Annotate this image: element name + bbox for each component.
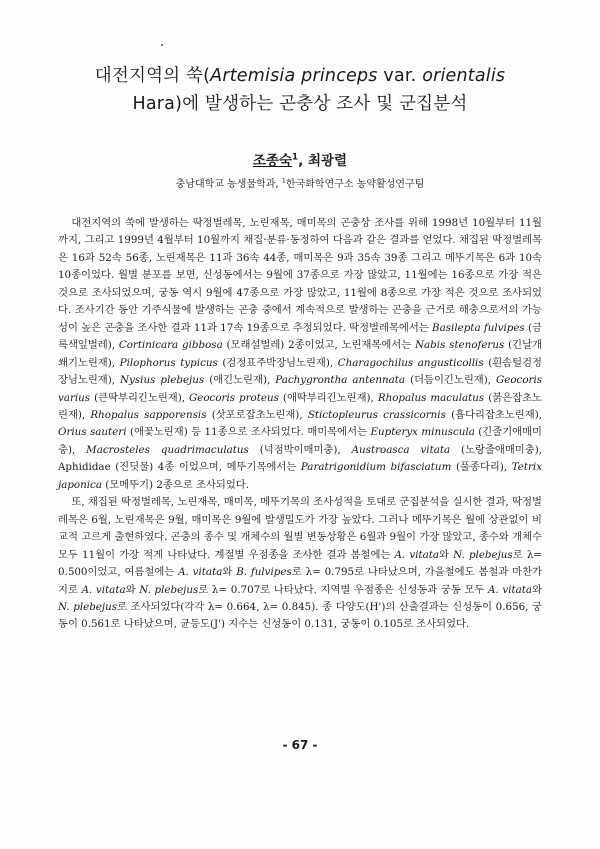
text-run: (긴줄기애매미충),	[58, 426, 542, 456]
text-run: (모래설벌레) 2종이었고, 노린재목에서는	[222, 339, 416, 352]
author-first: 조종숙	[252, 153, 293, 169]
species-name: Cortinicara gibbosa	[118, 339, 223, 352]
species-name: Tetrix japonica	[58, 461, 543, 491]
text-run: (애딱부리긴노린재),	[278, 391, 378, 404]
species-name: Geocoris varius	[58, 374, 543, 404]
text-run: 와	[532, 583, 543, 596]
species-name: Pachygrontha antennata	[275, 374, 406, 387]
species-name: Charagochilus angusticollis	[337, 356, 484, 369]
species-name: Paratrigonidium bifasciatum	[300, 461, 452, 474]
text-run: (넉점박이매미충),	[248, 443, 352, 456]
text-run: (붉은잡초노린재),	[58, 391, 542, 421]
text-run: 대전지역의 쑥에 발생하는 딱정벌레목, 노린재목, 매미목의 곤충상 조사를 위해 1998년 10월부터 11월까지, 그리고 1999년 4월부터 10월까지 채집·분류·동정하여 다음과 같은 결과를 얻었다. 채집된 딱정벌레목은 16과 52속 56종, 노린재목은 11과 36속 44종, 매미목은 9과 35속 39종 그리고 메뚜기목은 6과 10속 10종이었다. 월별 분포를 보면, 신성동에서는 9월에 37종으로 가장 많았고, 11월에는 16종으로 가장 적은 것으로 조사되었으며, 궁동 역시 9월에 47종으로 가장 많았고, 11월에 8종으로 가장 적은 것으로 조사되었다. 조사기간 동안 기주식물에 발생하는 곤충 중에서 계속적으로 발생하는 곤충을 근거로 해충으로서의 가능성이 높은 곤충을 조사한 결과 11과 17속 19종으로 추정되었다. 딱정벌레목에서는	[58, 217, 542, 334]
text-run: (더듬이긴노린재),	[405, 374, 497, 387]
text-run: 로 λ= 0.795로 나타났으며, 가을철에도 봄철과 마찬가지로	[58, 566, 542, 596]
abstract-paragraph-2	[58, 494, 542, 634]
affiliation-dept: 충남대학교 농생물학과,	[175, 179, 282, 190]
title-prefix: 대전지역의 쑥(	[94, 66, 211, 86]
text-run: (흡다리잡초노린재),	[445, 408, 542, 421]
species-name: Basilepta fulvipes	[432, 321, 525, 334]
title-var: var.	[377, 66, 423, 86]
title-line-2: Hara)에 발생하는 곤충상 조사 및 군집분석	[132, 94, 468, 114]
affiliation-institute: 한국화학연구소 농약활성연구팀	[285, 179, 425, 190]
species-name: B. fulvipes	[236, 566, 292, 579]
author-second: 최광렬	[307, 153, 348, 169]
text-run: (노랑줄애매미충), Aphididae (진딧물) 4종 이었으며, 메뚜기목에서는	[58, 443, 542, 474]
species-name: Macrosteles quadrimaculatus	[86, 443, 249, 456]
title-epithet: orientalis	[422, 66, 506, 86]
paper-title	[40, 62, 560, 118]
scan-speck	[161, 44, 163, 46]
text-run: (큰딱부리긴노린재),	[90, 391, 190, 404]
text-run: 와	[125, 583, 140, 596]
text-run: (흰솜털검정장님노린재),	[58, 356, 542, 387]
text-run: 로 λ= 0.500이었고, 여름철에는	[58, 548, 542, 579]
text-run: 와	[222, 566, 237, 579]
text-run: (검정표주박장님노린재),	[217, 356, 338, 369]
page-number: - 67 -	[282, 738, 318, 752]
abstract-paragraph-1	[58, 215, 542, 494]
text-run: 로 λ= 0.707로 나타났다. 지역별 우점종은 신성동과 궁동 모두	[198, 583, 489, 596]
text-run: (풀종다리),	[451, 461, 512, 474]
species-name: A. vitata	[178, 566, 223, 579]
text-run: (삿포로잡초노린재),	[206, 408, 308, 421]
text-run: (애꽃노린재) 등 11종으로 조사되었다. 매미목에서는	[126, 426, 371, 439]
affiliations	[0, 175, 600, 190]
title-line-1	[40, 62, 560, 90]
species-name: A. vitata	[394, 548, 440, 561]
species-name: Nabis stenoferus	[415, 339, 505, 352]
text-run: 또, 채집된 딱정벌레목, 노린재목, 매미목, 메뚜기목의 조사성적을 토대로 군집분석을 실시한 결과, 딱정벌레목은 6월, 노린재목은 9월, 매미목은 9월에 발생밀도가 가장 높았다. 그러나 메뚜기목은 월에 상관없이 비교적 고르게 출현하였다. 곤충의 종수 및 개체수의 월별 변동상황은 6월과 9월이 가장 많았고, 종수와 개체수 모두 11월이 가장 적게 나타났다. 계절별 우점종을 조사한 결과 봄철에는	[58, 496, 542, 561]
text-run: (모메뚜기) 2종으로 조사되었다.	[101, 478, 249, 491]
species-name: N. plebejus	[58, 600, 118, 613]
text-run: 와	[439, 548, 454, 561]
species-name: Nysius plebejus	[120, 374, 205, 387]
species-name: Geocoris proteus	[189, 391, 279, 404]
abstract-body	[58, 215, 542, 634]
species-name: Eupteryx minuscula	[370, 426, 475, 439]
species-name: Stictopleurus crassicornis	[307, 408, 446, 421]
species-name: A. vitata	[488, 583, 533, 596]
species-name: Rhopalus maculatus	[377, 391, 485, 404]
author-list	[0, 149, 600, 169]
text-run: 로 조사되었다(각각 λ= 0.664, λ= 0.845). 종 다양도(H')의 산출결과는 신성동이 0.656, 궁동이 0.561로 나타났으며, 균등도(J') 지수는 신성동이 0.131, 궁동이 0.105로 조사되었다.	[58, 600, 543, 631]
species-name: N. plebejus	[139, 583, 199, 596]
text-run: (애긴노린재),	[204, 374, 276, 387]
species-name: A. vitata	[81, 583, 126, 596]
affiliation-mark: 1	[281, 176, 286, 185]
text-run: (긴날개쐐기노린재),	[58, 339, 542, 369]
species-name: Austroasca vitata	[351, 443, 451, 456]
title-species: Artemisia princeps	[210, 66, 378, 86]
text-run: (금록색잎벌레),	[58, 321, 542, 352]
author-separator: ,	[298, 153, 308, 169]
species-name: Rhopalus sapporensis	[90, 408, 207, 421]
species-name: Pilophorus typicus	[119, 356, 218, 369]
species-name: Orius sauteri	[58, 426, 127, 439]
author-first-affil-mark: 1	[292, 152, 299, 163]
species-name: N. plebejus	[453, 548, 513, 561]
